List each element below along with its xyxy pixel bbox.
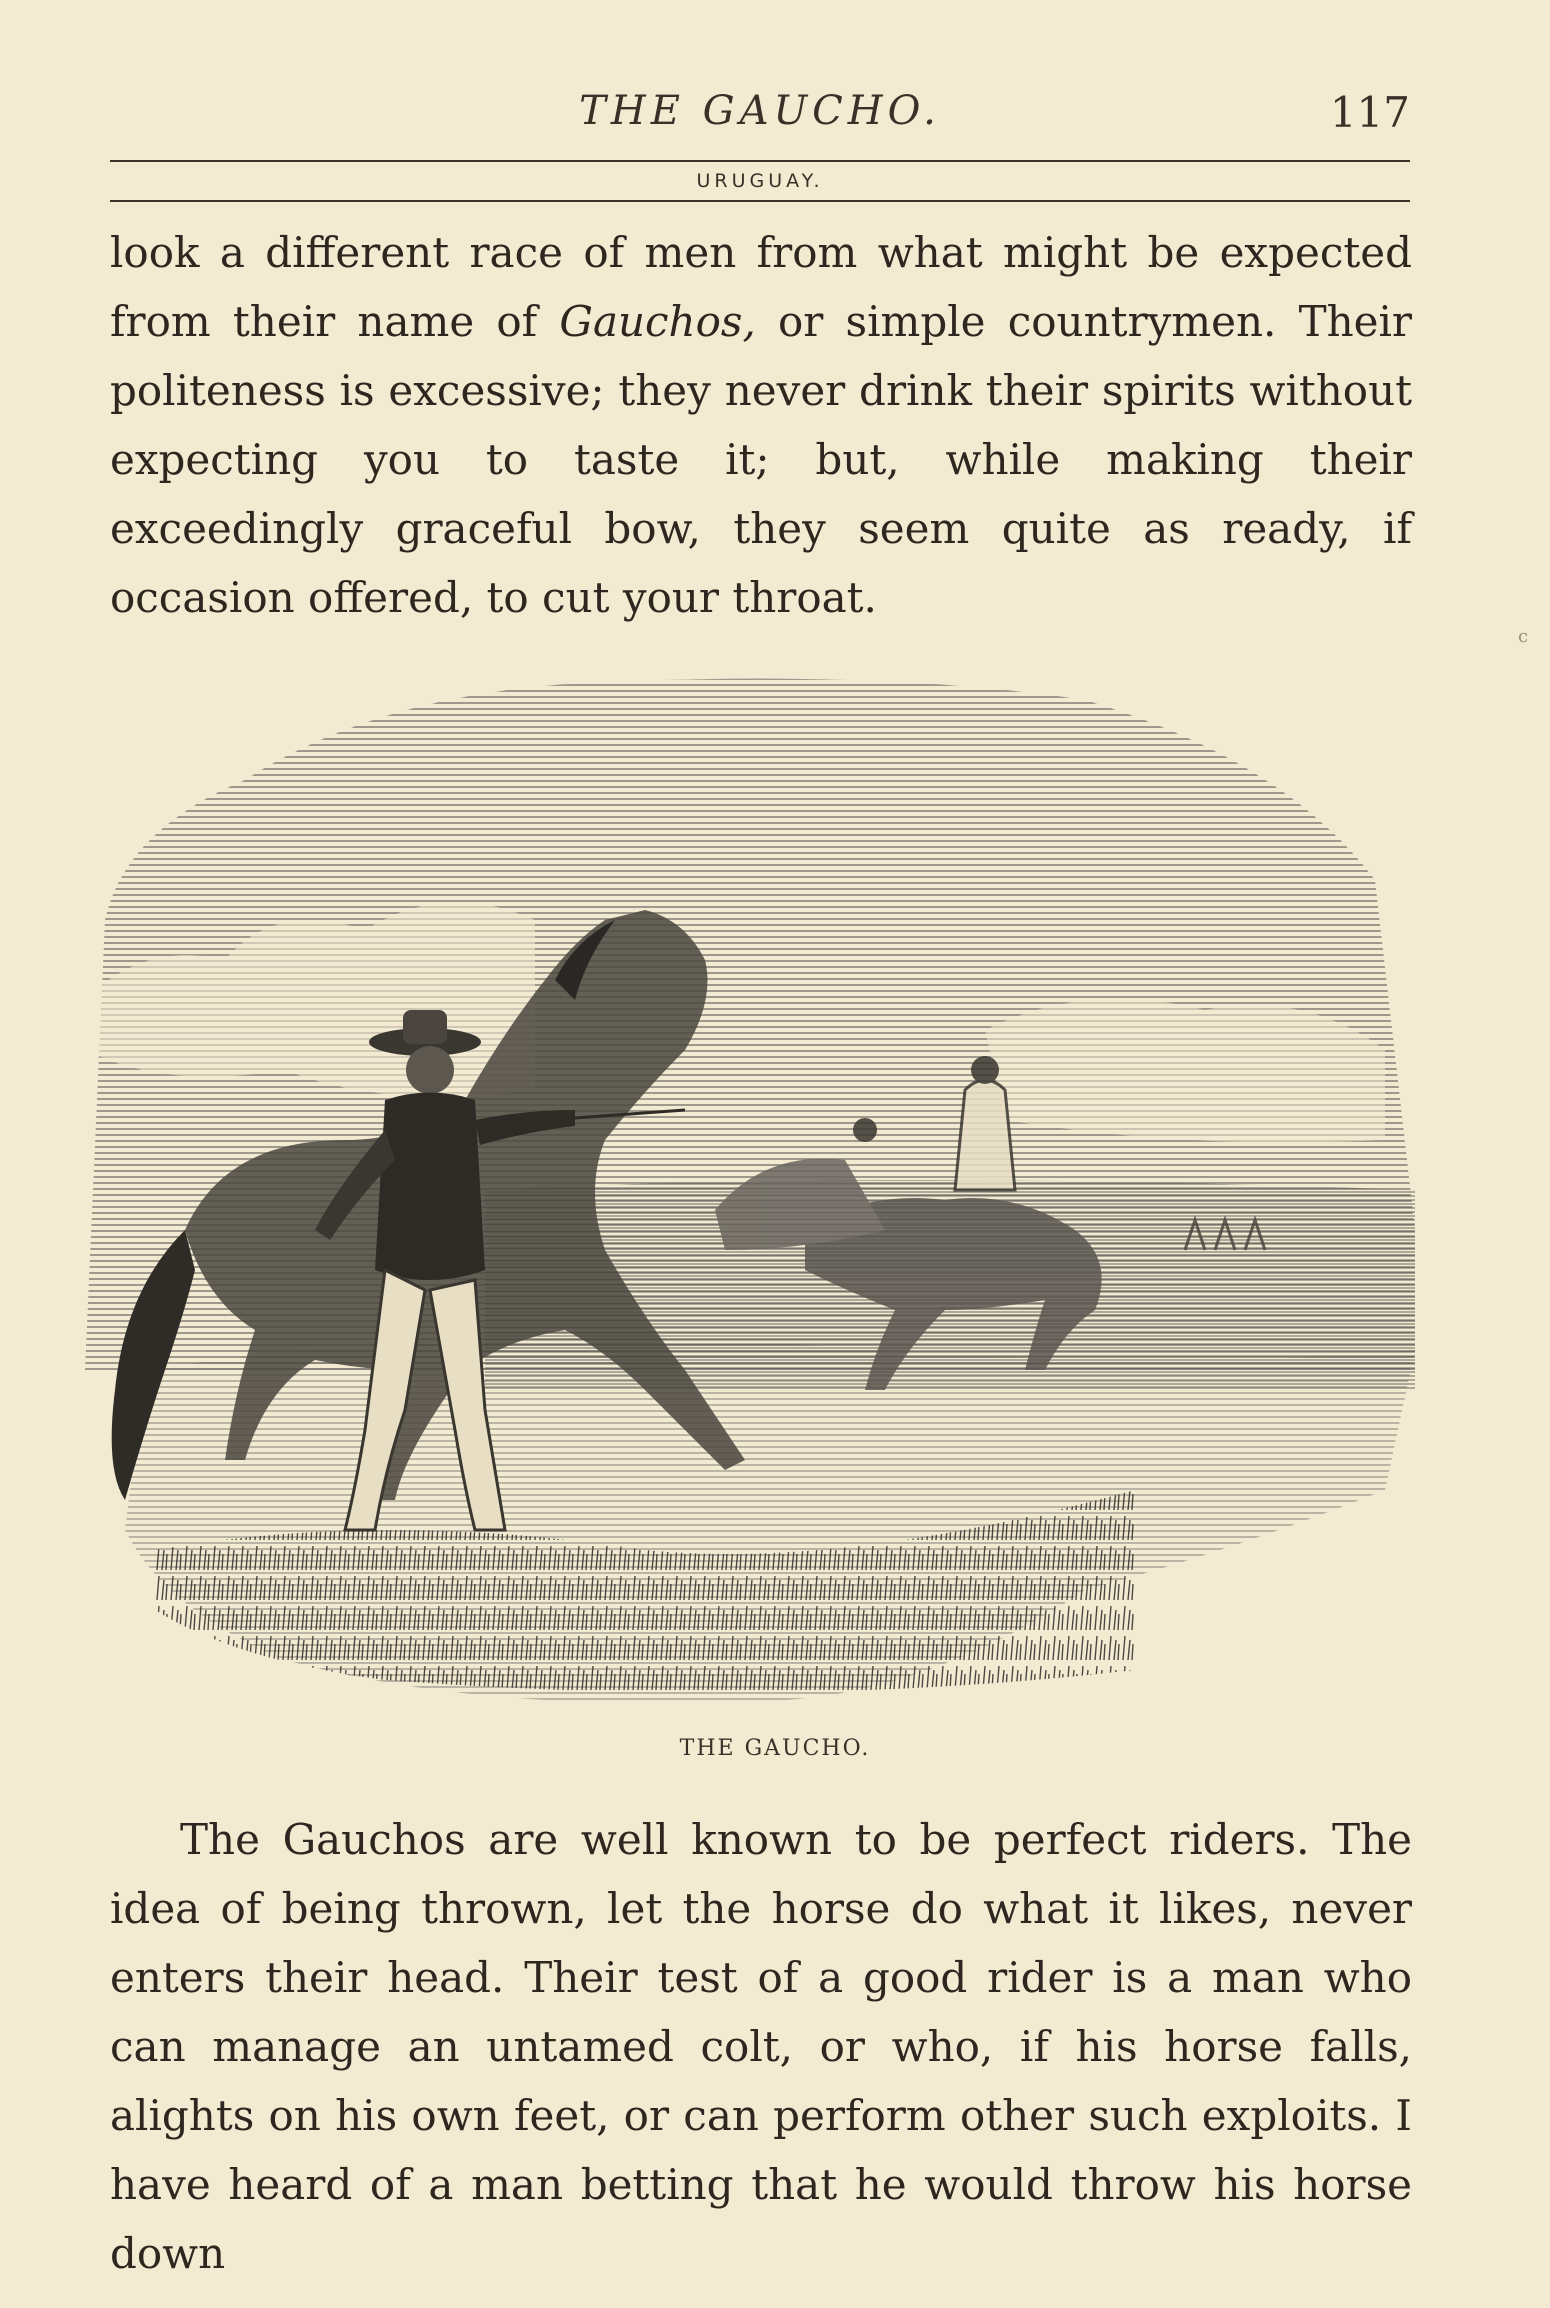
paragraph-1-text-b: or simple countrymen. Their politeness is excessive; they never drink their spirits without expecting you to taste it; but, while making their exceedingly graceful bow, they seem quite as ready, if occasion offered, to cut your throat. [110, 297, 1412, 622]
paragraph-1 [110, 218, 1412, 632]
paragraph-1-text-a: look a different race of men from what might be expected from their name of [110, 228, 1412, 346]
section-label: URUGUAY. [696, 170, 824, 192]
running-title: THE GAUCHO. [579, 88, 941, 134]
paragraph-2: The Gauchos are well known to be perfect riders. The idea of being thrown, let the horse do what it likes, never enters their head. Their test of a good rider is a man who can manage an untamed colt, or who, if his horse falls, alights on his own feet, or can perform other such exploits. I have heard of a man betting that he would throw his horse down [110, 1815, 1412, 2278]
margin-mark: c [1518, 626, 1529, 647]
figure-caption: THE GAUCHO. [679, 1736, 871, 1761]
paragraph-1-italic: Gauchos, [559, 297, 756, 346]
header-rule-bottom [110, 200, 1410, 202]
header-rule-top [110, 160, 1410, 162]
running-head [110, 88, 1410, 138]
gaucho-engraving [85, 670, 1435, 1720]
page-number: 117 [1329, 88, 1410, 137]
